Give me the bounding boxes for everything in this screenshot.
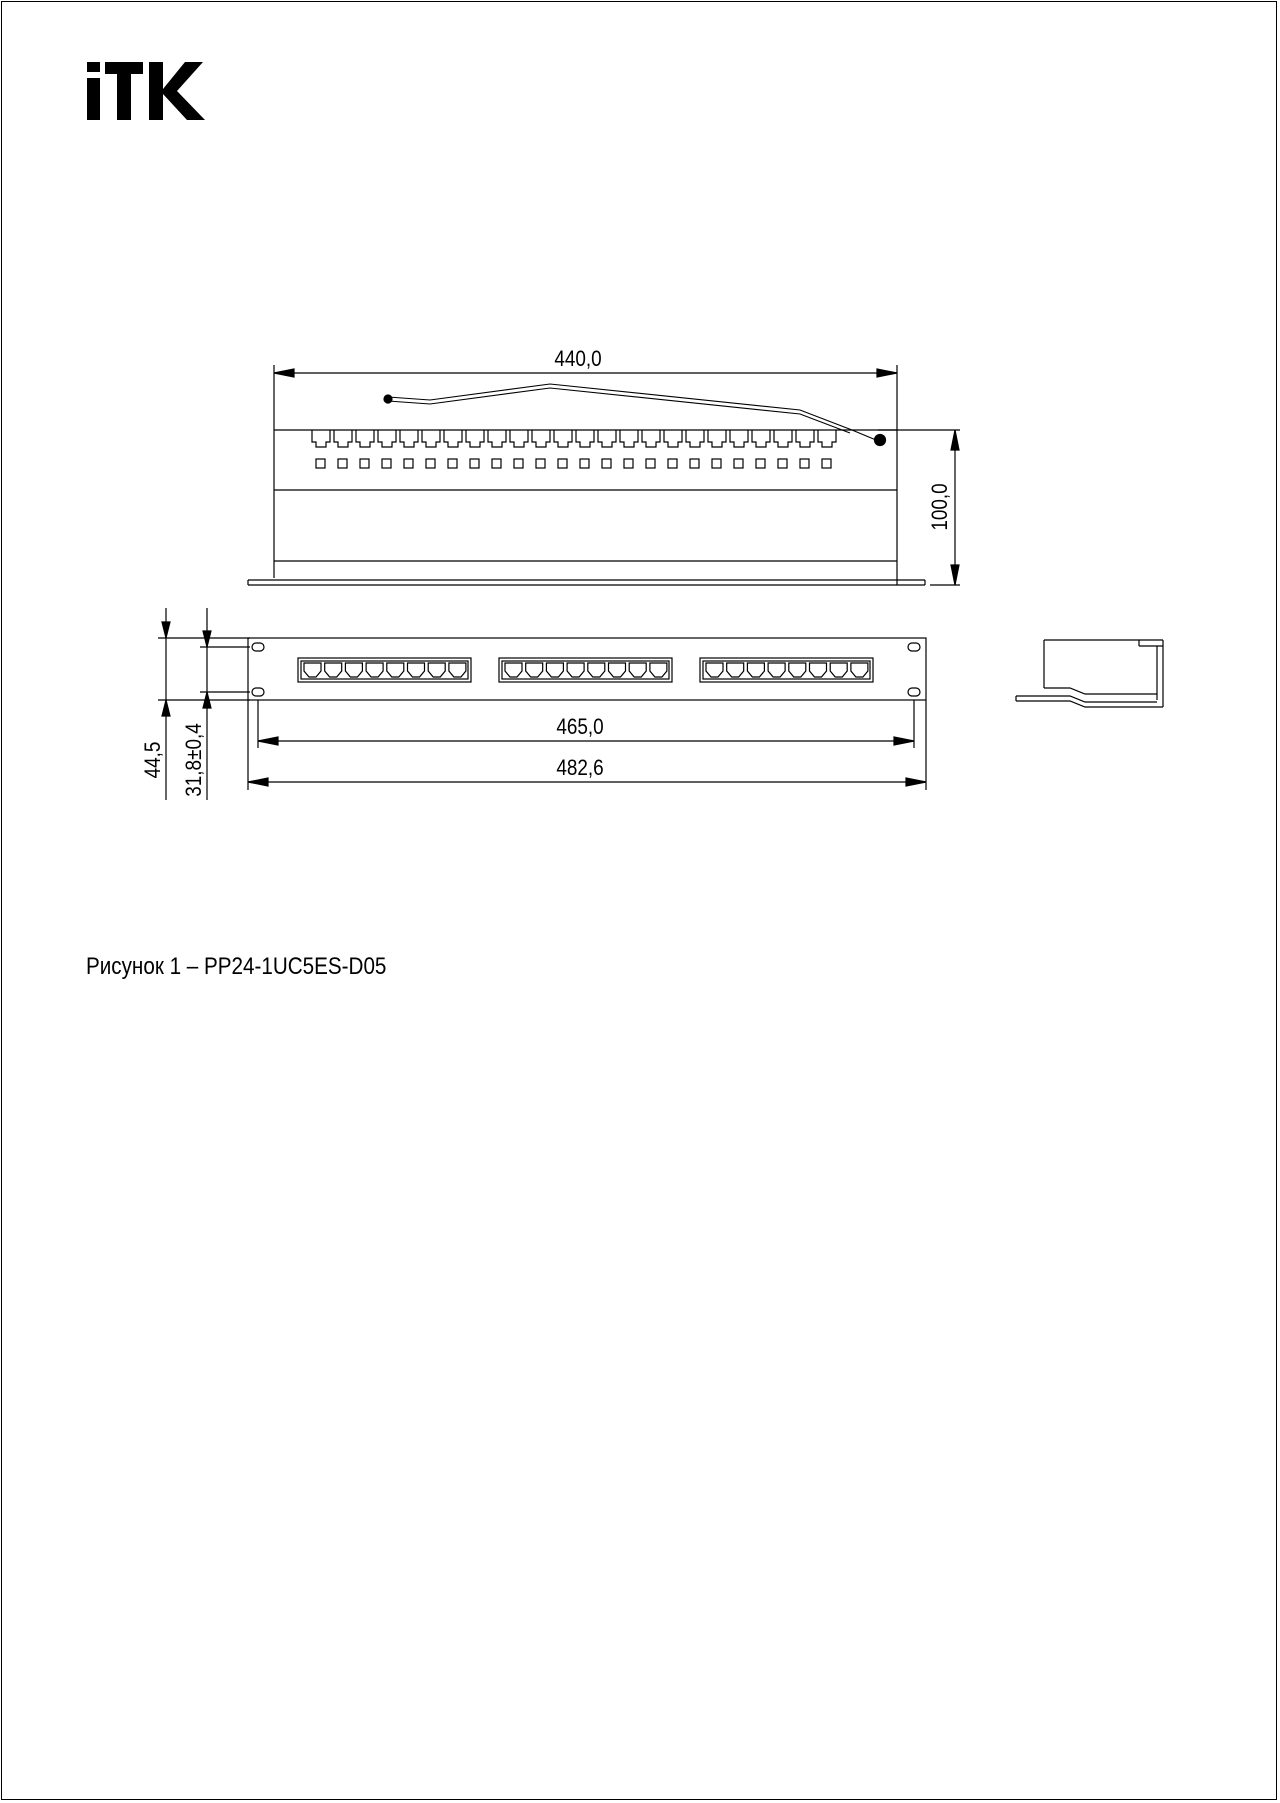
- idc-slot: [576, 430, 594, 447]
- idc-slot: [334, 430, 352, 447]
- square-hole: [580, 459, 589, 468]
- rj45-port: [505, 663, 522, 677]
- rj45-port: [526, 663, 543, 677]
- square-hole: [822, 459, 831, 468]
- idc-slot: [752, 430, 770, 447]
- rj45-port: [408, 663, 425, 677]
- idc-slot: [818, 430, 836, 447]
- idc-slot: [378, 430, 396, 447]
- idc-slot: [356, 430, 374, 447]
- idc-slot: [532, 430, 550, 447]
- rj45-port: [345, 663, 362, 677]
- idc-slot: [730, 430, 748, 447]
- square-hole: [558, 459, 567, 468]
- square-hole: [338, 459, 347, 468]
- square-hole: [382, 459, 391, 468]
- idc-slot: [312, 430, 330, 447]
- square-hole: [778, 459, 787, 468]
- rj45-port: [851, 663, 868, 677]
- rj45-port: [747, 663, 764, 677]
- dim-482-6: 482,6: [556, 755, 604, 781]
- square-hole: [470, 459, 479, 468]
- idc-slot: [422, 430, 440, 447]
- dim-100: 100,0: [927, 483, 953, 531]
- idc-slot: [466, 430, 484, 447]
- rj45-port: [449, 663, 466, 677]
- square-hole: [404, 459, 413, 468]
- square-hole: [756, 459, 765, 468]
- idc-slot: [488, 430, 506, 447]
- square-hole: [800, 459, 809, 468]
- idc-slot: [708, 430, 726, 447]
- idc-slot: [554, 430, 572, 447]
- port-module: [298, 658, 471, 682]
- rj45-port: [629, 663, 646, 677]
- idc-slot: [510, 430, 528, 447]
- rj45-port: [768, 663, 785, 677]
- idc-slot: [620, 430, 638, 447]
- square-hole: [536, 459, 545, 468]
- rj45-port: [810, 663, 827, 677]
- idc-slot: [686, 430, 704, 447]
- idc-slot: [444, 430, 462, 447]
- idc-slot: [796, 430, 814, 447]
- rj45-port: [727, 663, 744, 677]
- dim-465: 465,0: [556, 714, 604, 740]
- square-hole: [734, 459, 743, 468]
- square-hole: [492, 459, 501, 468]
- dim-44-5: 44,5: [140, 741, 166, 779]
- rj45-port: [325, 663, 342, 677]
- dim-440: 440,0: [554, 346, 602, 372]
- square-hole: [690, 459, 699, 468]
- port-module: [700, 658, 873, 682]
- rj45-port: [428, 663, 445, 677]
- idc-slot: [400, 430, 418, 447]
- figure-caption: Рисунок 1 – PP24-1UC5ES-D05: [86, 953, 387, 980]
- square-hole: [426, 459, 435, 468]
- square-hole: [602, 459, 611, 468]
- side-view: [1016, 640, 1163, 707]
- square-hole: [646, 459, 655, 468]
- rj45-port: [609, 663, 626, 677]
- rj45-port: [567, 663, 584, 677]
- port-module: [499, 658, 672, 682]
- rj45-port: [546, 663, 563, 677]
- square-hole: [668, 459, 677, 468]
- square-hole: [514, 459, 523, 468]
- idc-slot: [598, 430, 616, 447]
- front-view: [158, 608, 926, 800]
- rj45-port: [830, 663, 847, 677]
- square-hole: [316, 459, 325, 468]
- rj45-port: [706, 663, 723, 677]
- rj45-port: [387, 663, 404, 677]
- square-hole: [360, 459, 369, 468]
- square-hole: [448, 459, 457, 468]
- square-hole: [712, 459, 721, 468]
- idc-slot: [642, 430, 660, 447]
- rj45-port: [789, 663, 806, 677]
- idc-slot: [774, 430, 792, 447]
- dim-31-8: 31,8±0,4: [181, 723, 207, 797]
- idc-slot: [664, 430, 682, 447]
- rj45-port: [650, 663, 667, 677]
- rj45-port: [588, 663, 605, 677]
- rj45-port: [304, 663, 321, 677]
- rj45-port: [366, 663, 383, 677]
- square-hole: [624, 459, 633, 468]
- top-view: [248, 365, 960, 585]
